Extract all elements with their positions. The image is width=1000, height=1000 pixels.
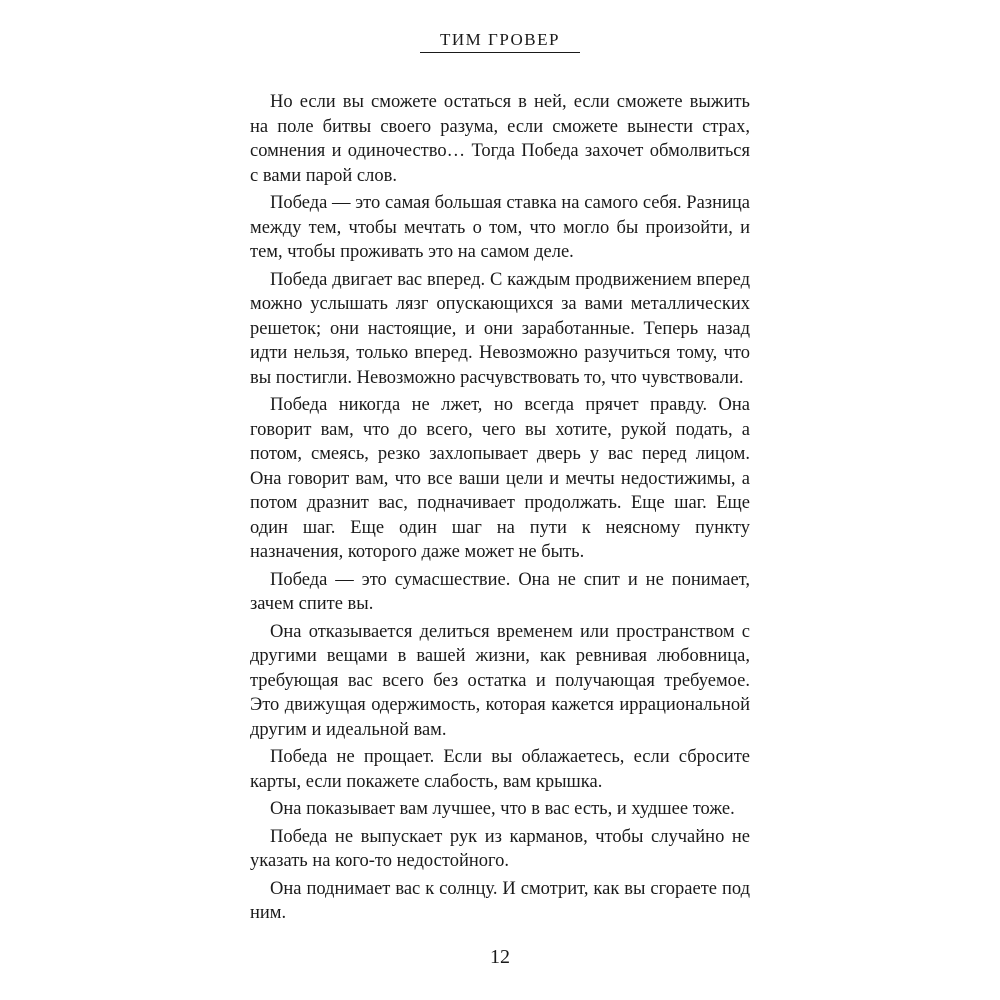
paragraph: Она показывает вам лучшее, что в вас есть, и худшее тоже. — [270, 799, 735, 819]
paragraph: Она отказывается делиться временем или пространством с другими вещами в вашей жизни, как ревнивая любовница, требующая вас всего без остатка и получающая требуемое. Это движущая одержимость, которая кажется иррациональной другим и идеальной вам. — [250, 621, 750, 740]
paragraph: Победа не выпускает рук из карманов, чтобы случайно не указать на кого-то недостойного. — [250, 826, 750, 871]
paragraph: Победа никогда не лжет, но всегда прячет правду. Она говорит вам, что до всего, чего вы хотите, рукой подать, а потом, смеясь, резко захлопывает дверь у вас перед лицом. Она говорит вам, что все ваши цели и мечты недостижимы, а потом дразнит вас, подначивает продолжать. Еще шаг. Еще один шаг. Еще один шаг на пути к неясному пункту назначения, которого даже может не быть. — [250, 395, 750, 562]
header-rule — [420, 52, 580, 53]
paragraph: Победа — это самая большая ставка на самого себя. Разница между тем, чтобы мечтать о том, что могло бы произойти, и тем, чтобы проживать это на самом деле. — [250, 193, 750, 262]
running-head: ТИМ ГРОВЕР — [440, 30, 560, 49]
paragraph: Победа — это сумасшествие. Она не спит и не понимает, зачем спите вы. — [250, 569, 750, 614]
page-number: 12 — [490, 946, 510, 968]
paragraph: Она поднимает вас к солнцу. И смотрит, как вы сгораете под ним. — [250, 878, 750, 923]
paragraph: Но если вы сможете остаться в ней, если сможете выжить на поле битвы своего разума, если сможете вынести страх, сомнения и одиночество… Тогда Победа захочет обмолвиться с вами парой слов. — [250, 92, 750, 186]
paragraph: Победа не прощает. Если вы облажаетесь, если сбросите карты, если покажете слабость, вам крышка. — [250, 747, 750, 792]
paragraph: Победа двигает вас вперед. С каждым продвижением вперед можно услышать лязг опускающихся за вами металлических решеток; они настоящие, и они заработанные. Теперь назад идти нельзя, только вперед. Невозможно разучиться тому, что вы постигли. Невозможно расчувствовать то, что чувствовали. — [250, 269, 750, 388]
body-text — [250, 90, 750, 929]
